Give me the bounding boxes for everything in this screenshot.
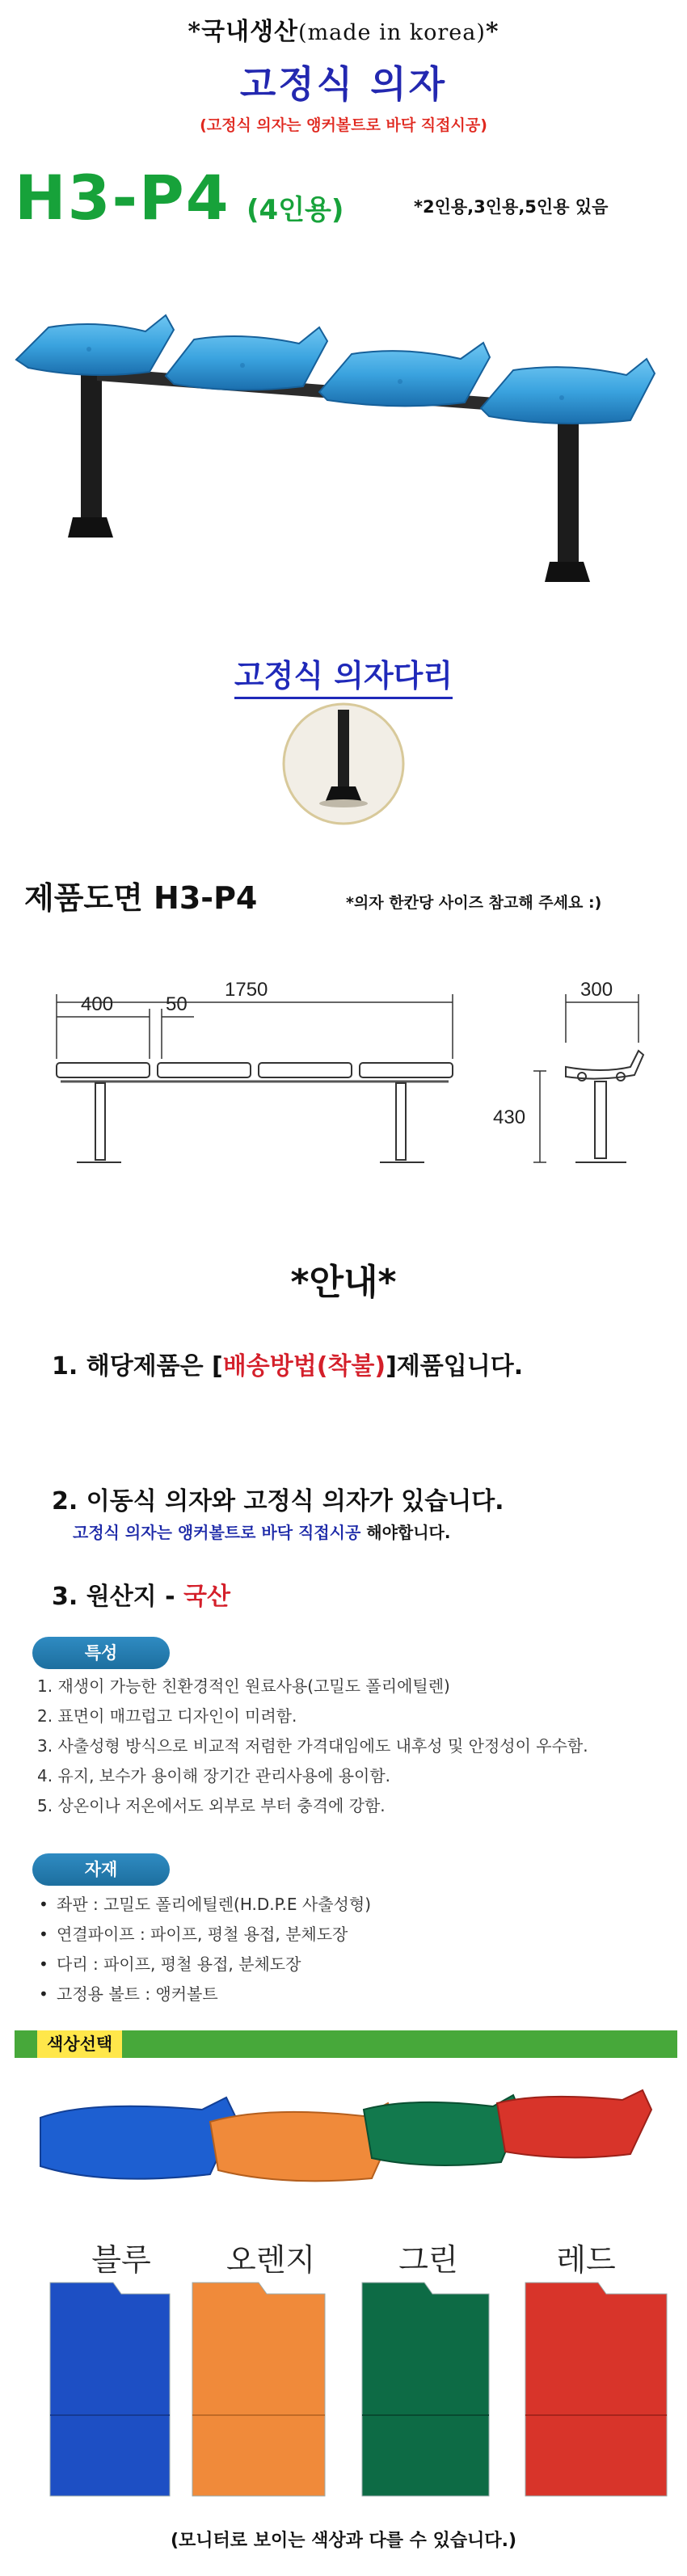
material-item: • 고정용 볼트 : 앵커볼트 [57, 1979, 671, 2009]
drawing-title: 제품도면 H3-P4 [24, 880, 258, 916]
feature-item: 5. 상온이나 저온에서도 외부로 부터 충격에 강함. [37, 1796, 386, 1815]
bench-product-image [0, 291, 687, 606]
leg-closeup-image [281, 702, 407, 827]
dim-total-label: 1750 [225, 979, 268, 1001]
technical-drawing [0, 954, 687, 1188]
color-seats-image [24, 2085, 671, 2223]
swatch-red [525, 2283, 667, 2496]
guide-item-2: 2. 이동식 의자와 고정식 의자가 있습니다. [52, 1487, 504, 1516]
features-label: 특성 [32, 1637, 170, 1669]
feature-item: 3. 사출성형 방식으로 비교적 저렴한 가격대임에도 내후성 및 안정성이 우수함. [37, 1736, 588, 1756]
drawing-note: *의자 한칸당 사이즈 참고해 주세요 :) [346, 894, 602, 912]
model-capacity: (4인용) [247, 194, 344, 226]
color-swatches [0, 2278, 687, 2512]
feature-item: 4. 유지, 보수가 용이해 장기간 관리사용에 용이함. [37, 1766, 391, 1785]
swatch-green [362, 2283, 489, 2496]
material-item: • 다리 : 파이프, 평철 용접, 분체도장 [57, 1950, 671, 1979]
legs-section-title: 고정식 의자다리 [0, 651, 687, 695]
page-title: 고정식 의자 [239, 62, 448, 106]
color-name-blue: 블루 [91, 2242, 151, 2278]
feature-item: 2. 표면이 매끄럽고 디자인이 미려함. [37, 1706, 297, 1726]
materials-list [57, 1890, 671, 2009]
color-name-red: 레드 [556, 2242, 616, 2278]
dim-seat-label: 400 [81, 993, 114, 1015]
dim-height-label: 430 [493, 1107, 526, 1128]
material-item: • 좌판 : 고밀도 폴리에틸렌(H.D.P.E 사출성형) [57, 1890, 671, 1920]
material-item: • 연결파이프 : 파이프, 평철 용접, 분체도장 [57, 1920, 671, 1950]
guide-item-1: 1. 해당제품은 [배송방법(착불)]제품입니다. [52, 1352, 524, 1381]
color-name-orange: 오렌지 [225, 2242, 316, 2278]
materials-label: 자재 [32, 1853, 170, 1886]
page-subtitle: (고정식 의자는 앵커볼트로 바닥 직접시공) [200, 116, 487, 134]
features-list [37, 1672, 676, 1821]
model-name: H3-P4 [15, 162, 230, 234]
feature-item: 1. 재생이 가능한 친환경적인 원료사용(고밀도 폴리에틸렌) [37, 1676, 450, 1696]
swatch-blue [50, 2283, 170, 2496]
color-name-green: 그린 [398, 2242, 458, 2278]
guide-item-2-sub: 고정식 의자는 앵커볼트로 바닥 직접시공 해야합니다. [73, 1523, 451, 1542]
dim-depth-label: 300 [580, 979, 613, 1001]
color-section-label: 색상선택 [37, 2030, 122, 2058]
dim-gap-label: 50 [166, 993, 188, 1015]
model-note: *2인용,3인용,5인용 있음 [414, 197, 609, 217]
swatch-orange [192, 2283, 325, 2496]
guide-title: *안내* [290, 1262, 397, 1303]
color-disclaimer: (모니터로 보이는 색상과 다를 수 있습니다.) [170, 2531, 517, 2551]
made-in-korea: *국내생산(made in korea)* [188, 18, 499, 46]
guide-item-3: 3. 원산지 - 국산 [52, 1583, 230, 1611]
